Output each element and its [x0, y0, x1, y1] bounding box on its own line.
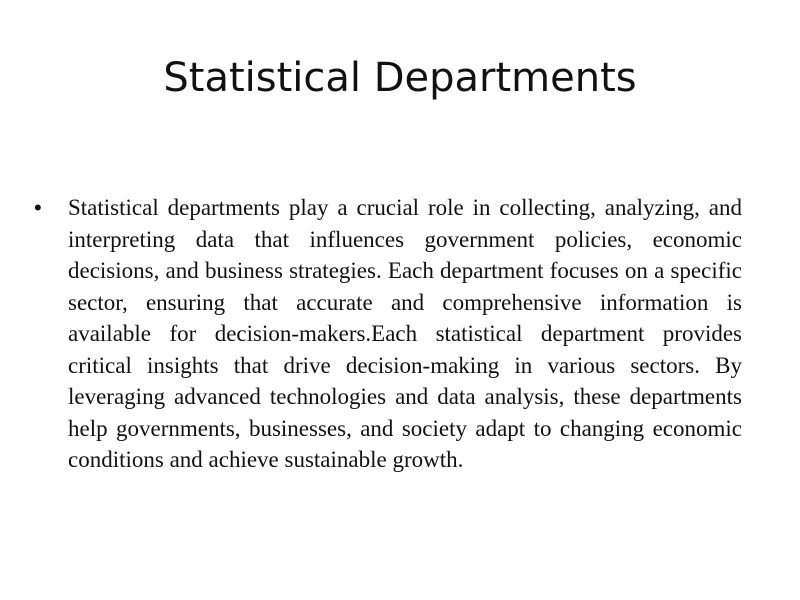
bullet-marker-icon: • — [34, 195, 42, 220]
bullet-list — [30, 192, 742, 476]
bullet-text: Statistical departments play a crucial role in collecting, analyzing, and interpreting data that influences government policies, economic decisions, and business strategies. Each department focuses on a specific sector, ensuring that accurate and comprehensive information is available for decision-makers.Each statistical department provides critical insights that drive decision-making in various sectors. By leveraging advanced technologies and data analysis, these departments help governments, businesses, and society adapt to changing economic conditions and achieve sustainable growth. — [68, 195, 742, 472]
bullet-item — [30, 192, 742, 476]
slide-title: Statistical Departments — [163, 55, 637, 101]
